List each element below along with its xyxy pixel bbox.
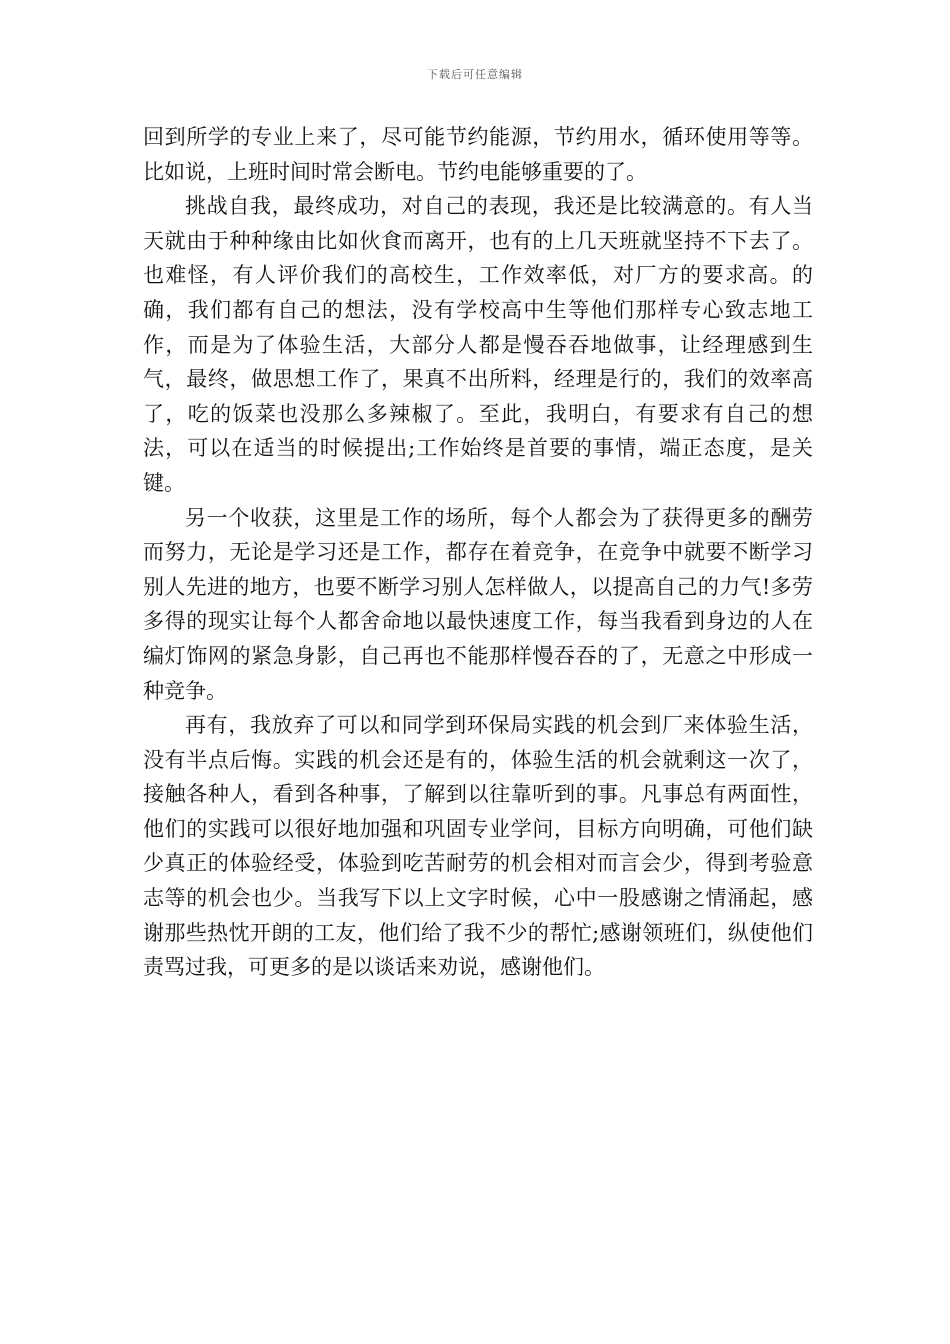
document-body <box>143 120 813 985</box>
paragraph-1: 回到所学的专业上来了，尽可能节约能源，节约用水，循环使用等等。比如说，上班时间时常会断电。节约电能够重要的了。 <box>143 125 813 184</box>
paragraph-2: 挑战自我，最终成功，对自己的表现，我还是比较满意的。有人当天就由于种种缘由比如伙食而离开，也有的上几天班就坚持不下去了。也难怪，有人评价我们的高校生，工作效率低，对厂方的要求高。的确，我们都有自己的想法，没有学校高中生等他们那样专心致志地工作，而是为了体验生活，大部分人都是慢吞吞地做事，让经理感到生气，最终，做思想工作了，果真不出所料，经理是行的，我们的效率高了，吃的饭菜也没那么多辣椒了。至此，我明白，有要求有自己的想法，可以在适当的时候提出;工作始终是首要的事情，端正态度，是关键。 <box>143 194 813 495</box>
page-header: 下载后可任意编辑 <box>427 68 523 81</box>
paragraph-4: 再有，我放弃了可以和同学到环保局实践的机会到厂来体验生活，没有半点后悔。实践的机会还是有的，体验生活的机会就剩这一次了，接触各种人，看到各种事，了解到以往靠听到的事。凡事总有两面性，他们的实践可以很好地加强和巩固专业学问，目标方向明确，可他们缺少真正的体验经受，体验到吃苦耐劳的机会相对而言会少，得到考验意志等的机会也少。当我写下以上文字时候，心中一股感谢之情涌起，感谢那些热忱开朗的工友，他们给了我不少的帮忙;感谢领班们，纵使他们责骂过我，可更多的是以谈话来劝说，感谢他们。 <box>143 713 813 980</box>
paragraph-3: 另一个收获，这里是工作的场所，每个人都会为了获得更多的酬劳而努力，无论是学习还是工作，都存在着竞争，在竞争中就要不断学习别人先进的地方，也要不断学习别人怎样做人，以提高自己的力气!多劳多得的现实让每个人都舍命地以最快速度工作，每当我看到身边的人在编灯饰网的紧急身影，自己再也不能那样慢吞吞的了，无意之中形成一种竞争。 <box>143 505 813 703</box>
